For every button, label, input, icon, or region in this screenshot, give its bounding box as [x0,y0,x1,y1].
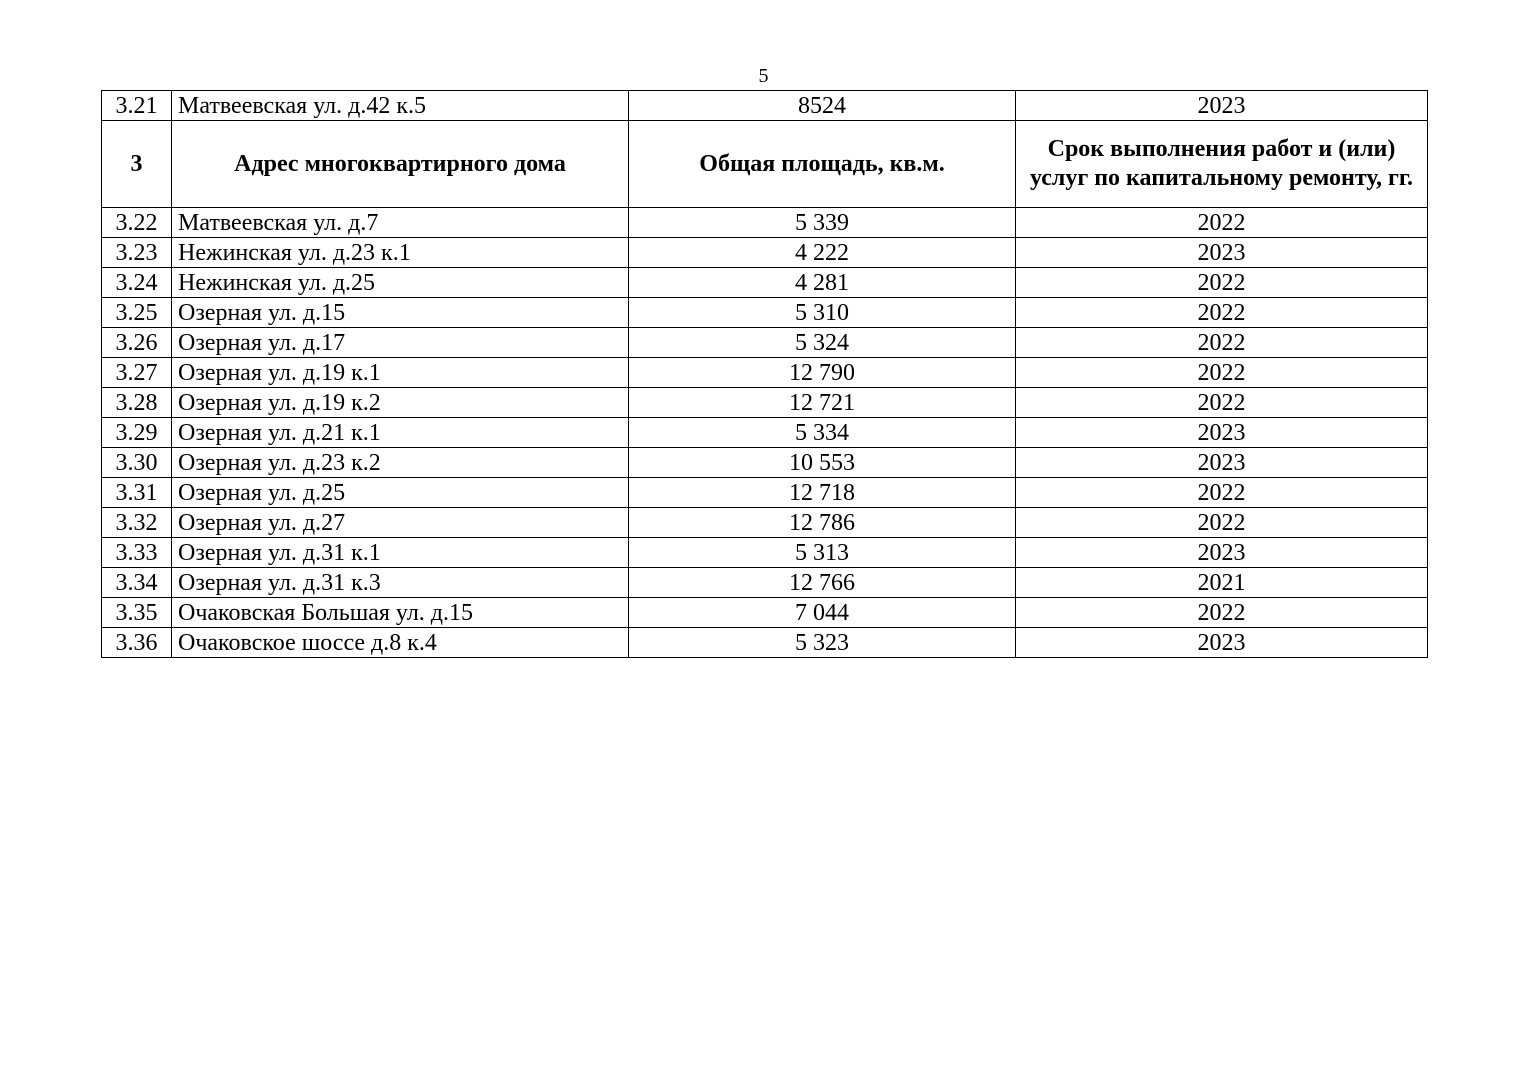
row-year: 2023 [1016,448,1428,478]
row-address: Матвеевская ул. д.42 к.5 [172,91,629,121]
row-number: 3.24 [102,268,172,298]
row-number: 3.33 [102,538,172,568]
row-year: 2022 [1016,598,1428,628]
row-area: 12 721 [629,388,1016,418]
table-row [102,388,1428,418]
row-address: Озерная ул. д.31 к.3 [172,568,629,598]
row-address: Матвеевская ул. д.7 [172,208,629,238]
row-year: 2023 [1016,91,1428,121]
row-year: 2022 [1016,358,1428,388]
row-area: 5 310 [629,298,1016,328]
row-area: 5 323 [629,628,1016,658]
table-row [102,238,1428,268]
row-address: Озерная ул. д.19 к.1 [172,358,629,388]
row-number: 3.29 [102,418,172,448]
row-year: 2022 [1016,328,1428,358]
table-row [102,598,1428,628]
header-area: Общая площадь, кв.м. [629,121,1016,208]
header-address: Адрес многоквартирного дома [172,121,629,208]
row-number: 3.22 [102,208,172,238]
header-deadline: Срок выполнения работ и (или) услуг по капитальному ремонту, гг. [1016,121,1428,208]
row-address: Нежинская ул. д.25 [172,268,629,298]
row-number: 3.21 [102,91,172,121]
header-number: 3 [102,121,172,208]
row-year: 2022 [1016,268,1428,298]
row-year: 2021 [1016,568,1428,598]
row-number: 3.28 [102,388,172,418]
row-area: 10 553 [629,448,1016,478]
table-row [102,358,1428,388]
row-address: Очаковская Большая ул. д.15 [172,598,629,628]
row-area: 12 790 [629,358,1016,388]
row-number: 3.31 [102,478,172,508]
row-address: Озерная ул. д.15 [172,298,629,328]
row-area: 7 044 [629,598,1016,628]
row-year: 2022 [1016,298,1428,328]
row-year: 2023 [1016,238,1428,268]
table-row [102,448,1428,478]
row-area: 5 339 [629,208,1016,238]
row-address: Нежинская ул. д.23 к.1 [172,238,629,268]
row-address: Очаковское шоссе д.8 к.4 [172,628,629,658]
row-address: Озерная ул. д.21 к.1 [172,418,629,448]
row-address: Озерная ул. д.31 к.1 [172,538,629,568]
row-address: Озерная ул. д.19 к.2 [172,388,629,418]
row-number: 3.30 [102,448,172,478]
apartment-buildings-table [101,90,1428,658]
row-area: 12 718 [629,478,1016,508]
row-number: 3.23 [102,238,172,268]
table-row [102,91,1428,121]
row-year: 2022 [1016,478,1428,508]
row-number: 3.34 [102,568,172,598]
row-year: 2022 [1016,388,1428,418]
row-area: 8524 [629,91,1016,121]
row-year: 2022 [1016,508,1428,538]
table-row [102,418,1428,448]
row-area: 12 786 [629,508,1016,538]
row-area: 4 281 [629,268,1016,298]
table-row [102,508,1428,538]
page-number: 5 [758,65,769,87]
row-address: Озерная ул. д.27 [172,508,629,538]
table-row [102,478,1428,508]
row-year: 2023 [1016,538,1428,568]
row-area: 5 313 [629,538,1016,568]
row-number: 3.26 [102,328,172,358]
table-row [102,268,1428,298]
row-number: 3.32 [102,508,172,538]
table-row [102,208,1428,238]
row-year: 2023 [1016,628,1428,658]
row-area: 4 222 [629,238,1016,268]
row-year: 2022 [1016,208,1428,238]
row-address: Озерная ул. д.25 [172,478,629,508]
row-area: 5 334 [629,418,1016,448]
table-row [102,568,1428,598]
table-header-row [102,121,1428,208]
table-row [102,298,1428,328]
row-number: 3.27 [102,358,172,388]
row-number: 3.25 [102,298,172,328]
row-year: 2023 [1016,418,1428,448]
table-row [102,328,1428,358]
row-number: 3.35 [102,598,172,628]
row-address: Озерная ул. д.23 к.2 [172,448,629,478]
row-area: 12 766 [629,568,1016,598]
row-area: 5 324 [629,328,1016,358]
table-row [102,628,1428,658]
row-number: 3.36 [102,628,172,658]
row-address: Озерная ул. д.17 [172,328,629,358]
table-row [102,538,1428,568]
